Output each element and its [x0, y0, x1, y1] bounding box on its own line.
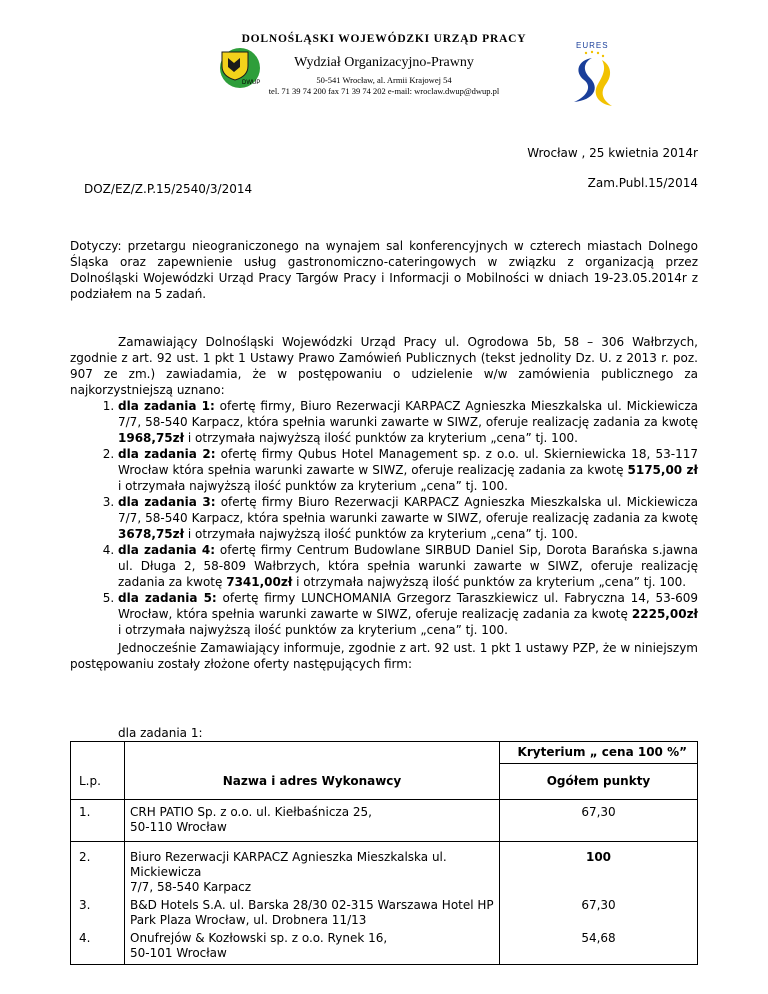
- row-name: B&D Hotels S.A. ul. Barska 28/30 02-315 Warszawa Hotel HP Park Plaza Wrocław, ul. Drobnera 11/13: [125, 898, 500, 931]
- other-offers-paragraph: Jednocześnie Zamawiający informuje, zgodnie z art. 92 ust. 1 pkt 1 ustawy PZP, że w niniejszym postępowaniu zostały złożone oferty następujących firm:: [70, 641, 698, 671]
- award-item: 1. dla zadania 1: ofertę firmy, Biuro Rezerwacji KARPACZ Agnieszka Mieszkalska ul. Mickiewicza 7/7, 58-540 Karpacz, która spełnia warunki zawarte w SIWZ, oferuje realizację zadania za kwotę 1968,75zł i otrzymała najwyższą ilość punktów za kryterium „cena” tj. 100.: [118, 398, 698, 446]
- address-line: 50-541 Wrocław, al. Armii Krajowej 54: [316, 75, 452, 85]
- intro-paragraph: Zamawiający Dolnośląski Wojewódzki Urząd Pracy ul. Ogrodowa 5b, 58 – 306 Wałbrzych, zgodnie z art. 92 ust. 1 pkt 1 Ustawy Prawo Zamówień Publicznych (tekst jednolity Dz. U. z 2013 r. poz. 907 ze zm.) zawiadamia, że w postępowaniu o udzielenie w/w zamówienia publicznego za najkorzystniejszą uznano:: [70, 335, 698, 397]
- col-points-header: Ogółem punkty: [500, 764, 698, 800]
- row-lp: 4.: [71, 931, 125, 965]
- row-points: 67,30: [500, 898, 698, 931]
- table-row: [71, 842, 698, 899]
- eures-logo: [562, 38, 626, 112]
- criterion-header: Kryterium „ cena 100 %”: [500, 742, 698, 764]
- eures-logo-text: EURES: [576, 41, 609, 50]
- subject-paragraph: Dotyczy: przetargu nieograniczonego na wynajem sal konferencyjnych w czterech miastach Dolnego Śląska oraz zapewnienie usług gastronomiczno-cateringowych w związku z organizacją przez Dolnośląski Wojewódzki Urząd Pracy Targów Pracy i Informacji o Mobilności w dniach 19-23.05.2014r z podziałem na 5 zadań.: [70, 239, 698, 301]
- offers-table: [70, 741, 698, 965]
- table-row: [71, 800, 698, 842]
- row-name: CRH PATIO Sp. z o.o. ul. Kiełbaśnicza 25, 50-110 Wrocław: [125, 800, 500, 842]
- department-name: Wydział Organizacyjno-Prawny: [294, 55, 474, 70]
- row-points: 100: [500, 842, 698, 899]
- row-lp: 2.: [71, 842, 125, 899]
- col-lp-header: L.p.: [71, 764, 125, 800]
- public-procurement-ref: Zam.Publ.15/2014: [587, 176, 698, 190]
- award-item: 2. dla zadania 2: ofertę firmy Qubus Hotel Management sp. z o.o. ul. Skierniewicka 18, 53-117 Wrocław która spełnia warunki zawarte w SIWZ, oferuje realizację zadania za kwotę 5175,00 zł i otrzymała najwyższą ilość punktów za kryterium „cena” tj. 100.: [118, 446, 698, 494]
- header-title: DOLNOŚLĄSKI WOJEWÓDZKI URZĄD PRACY: [241, 33, 527, 45]
- col-name-header: Nazwa i adres Wykonawcy: [125, 764, 500, 800]
- task1-label: dla zadania 1:: [118, 726, 203, 740]
- award-item: 3. dla zadania 3: ofertę firmy Biuro Rezerwacji KARPACZ Agnieszka Mieszkalska ul. Mickiewicza 7/7, 58-540 Karpacz, która spełnia warunki zawarte w SIWZ, oferuje realizację zadania za kwotę 3678,75zł i otrzymała najwyższą ilość punktów za kryterium „cena” tj. 100.: [118, 494, 698, 542]
- other-offers-section: [70, 640, 698, 672]
- row-name: Biuro Rezerwacji KARPACZ Agnieszka Mieszkalska ul. Mickiewicza 7/7, 58-540 Karpacz: [125, 842, 500, 899]
- table-header-cell: [125, 742, 500, 764]
- award-item: 5. dla zadania 5: ofertę firmy LUNCHOMANIA Grzegorz Taraszkiewicz ul. Fabryczna 14, 53-609 Wrocław, która spełnia warunki zawarte w SIWZ, oferuje realizację zadania za kwotę 2225,00zł i otrzymała najwyższą ilość punktów za kryterium „cena” tj. 100.: [118, 590, 698, 638]
- dwup-logo-text: DWUP: [242, 80, 261, 86]
- header-address: [0, 75, 768, 97]
- letter-date: Wrocław , 25 kwietnia 2014r: [527, 146, 698, 160]
- row-points: 67,30: [500, 800, 698, 842]
- table-row: [71, 931, 698, 965]
- awards-list: [70, 398, 698, 638]
- document-ref: DOZ/EZ/Z.P.15/2540/3/2014: [84, 182, 253, 196]
- table-row: [71, 898, 698, 931]
- row-name: Onufrejów & Kozłowski sp. z o.o. Rynek 16, 50-101 Wrocław: [125, 931, 500, 965]
- row-points: 54,68: [500, 931, 698, 965]
- row-lp: 3.: [71, 898, 125, 931]
- row-lp: 1.: [71, 800, 125, 842]
- table-header-cell: [71, 742, 125, 764]
- award-item: 4. dla zadania 4: ofertę firmy Centrum Budowlane SIRBUD Daniel Sip, Dorota Barańska s.jawna ul. Długa 2, 58-809 Wałbrzych, która spełnia warunki zawarte w SIWZ, oferuje realizację zadania za kwotę 7341,00zł i otrzymała najwyższą ilość punktów za kryterium „cena” tj. 100.: [118, 542, 698, 590]
- contact-line: tel. 71 39 74 200 fax 71 39 74 202 e-mail: wroclaw.dwup@dwup.pl: [268, 86, 500, 96]
- intro-section: [70, 334, 698, 638]
